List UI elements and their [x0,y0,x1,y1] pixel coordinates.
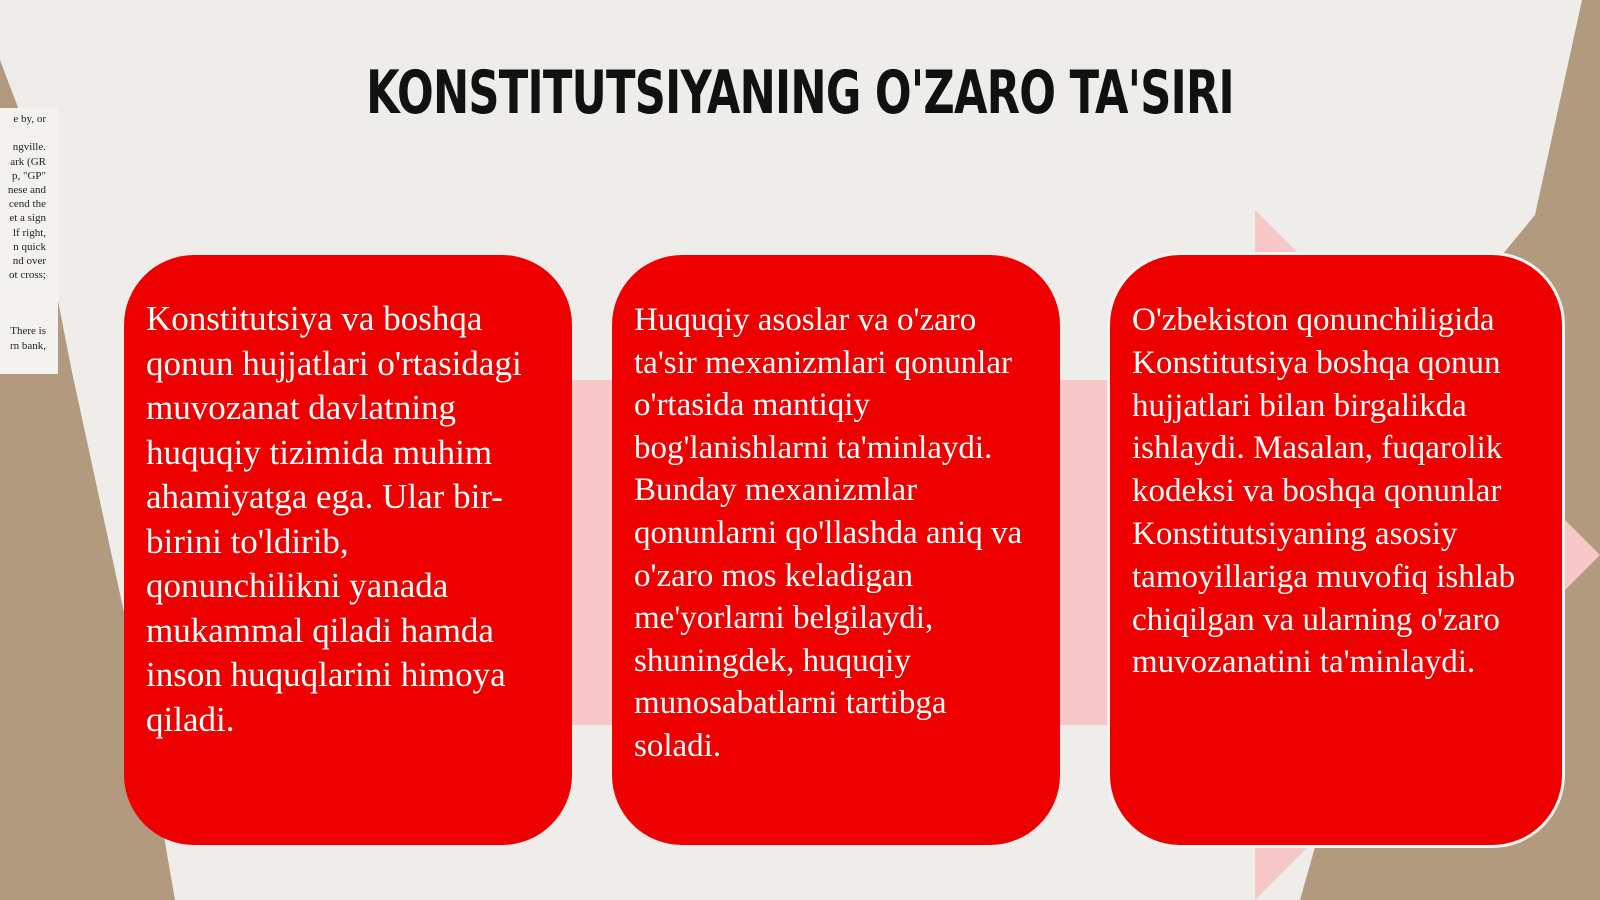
newsprint-line: lf right, [13,226,46,239]
info-card-1 [124,255,572,845]
newsprint-line: e by, or [13,113,46,125]
newsprint-line: p, "GP" [11,169,46,182]
newsprint-line: nese and [7,184,46,196]
newsprint-line: n quick [13,240,46,253]
newsprint-line: rn bank, [9,339,46,352]
info-card-text: O'zbekiston qonunchiligida Konstitutsiya boshqa qonun hujjatlari bilan birgalikda ishlaydi. Masalan, fuqarolik kodeksi va boshqa qonunlar Konstitutsiyaning asosiy tamoyillariga muvofiq ishlab chiqilgan va ularning o'zaro muvozanatini ta'minlaydi. [1132,302,1516,681]
newsprint-line: cend the [9,198,46,211]
newsprint-line: ngville. [12,141,46,154]
slide-title: KONSTITUTSIYANING O'ZARO TA'SIRI [366,58,1234,128]
newsprint-line: et a sign [9,212,46,225]
info-card-2 [612,255,1060,845]
newsprint-line: nd over [12,255,46,268]
newsprint-line: There is [10,325,46,338]
info-card-3 [1110,255,1562,845]
info-card-text: Konstitutsiya va boshqa qonun hujjatlari o'rtasidagi muvozanat davlatning huquqiy tizimida muhim ahamiyatga ega. Ular bir-birini to'ldirib, qonunchilikni yanada mukammal qiladi hamda inson huquqlarini himoya qiladi. [146,299,522,739]
newsprint-line: ot cross; [9,269,46,282]
newsprint-line: ark (GR [10,155,46,168]
newsprint-text [0,112,58,372]
info-card-text: Huquqiy asoslar va o'zaro ta'sir mexanizmlari qonunlar o'rtasida mantiqiy bog'lanishlarni ta'minlaydi. Bunday mexanizmlar qonunlarni qo'llashda aniq va o'zaro mos keladigan me'yorlarni belgilaydi, shuningdek, huquqiy munosabatlarni tartibga soladi. [634,302,1023,764]
